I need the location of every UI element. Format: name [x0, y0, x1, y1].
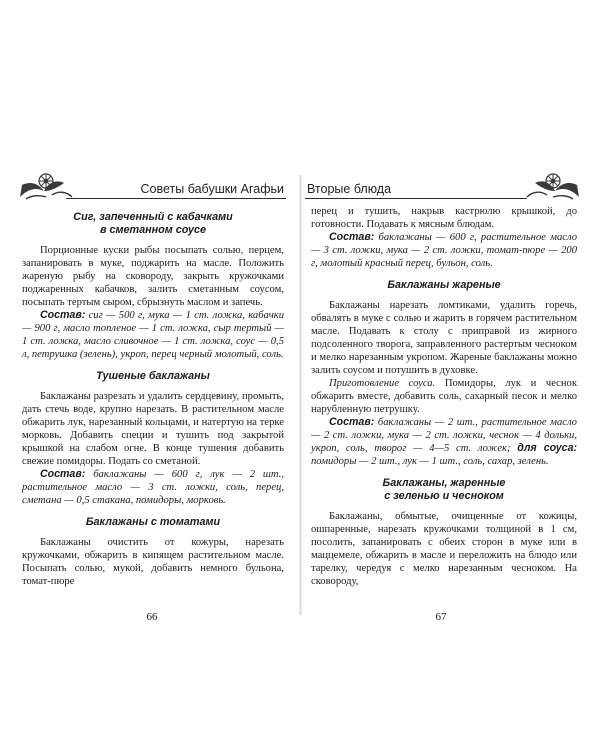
header-rule [305, 198, 527, 199]
composition-label: Состав: [40, 468, 86, 480]
left-page [18, 155, 286, 623]
header-rule [66, 198, 286, 199]
composition-label: Состав: [40, 309, 86, 321]
book-spread [18, 155, 584, 623]
page-number: 67 [435, 611, 447, 623]
recipe-composition [22, 468, 284, 507]
recipe-composition [22, 309, 284, 361]
sauce-text: Помидоры, лук и чеснок обжарить вместе, добавить соль, сахарный песок и мелко нарубленную петрушку. [311, 378, 577, 415]
right-running-header [305, 171, 577, 201]
recipe-paragraph: Баклажаны нарезать ломтиками, удалить горечь, обвалять в муке с солью и жарить в горячем растительном масле. Подавать к столу с приправой из жирного подсоленного творога, заправленного растертым чесноком и мелко нарезанным укропом. Жареные баклажаны можно залить соусом и потушить в духовке. [311, 300, 577, 376]
recipe-paragraph: перец и тушить, накрыв кастрюлю крышкой, до готовности. Подавать к мясным блюдам. [311, 206, 577, 230]
composition-label: Состав: [329, 416, 375, 428]
composition-text: баклажаны — 600 г, растительное масло — 3 ст. ложки, мука — 2 ст. ложки, томат-пюре — 200 г, молотый красный перец, бульон, соль. [311, 232, 577, 269]
recipe-paragraph: Порционные куски рыбы посыпать солью, перцем, запанировать в муке, поджарить на масле. Положить жареную рыбу на сковороду, закрыть кружочками поджаренных кабачков, залить сметанным соусом, посыпать тертым сыром, сбрызнуть маслом и запечь. [22, 245, 284, 308]
left-page-text [22, 211, 284, 588]
book-gutter [299, 175, 302, 615]
recipe-title-line: в сметанном соусе [99, 224, 207, 236]
composition-text: баклажаны — 2 шт., растительное масло — 2 ст. ложки, мука — 2 ст. ложки, чеснок — 4 дольки, укроп, соль, творог — 4—5 ст. ложек; [311, 417, 577, 454]
recipe-paragraph [311, 377, 577, 416]
sauce-composition-label: для соуса: [517, 442, 577, 454]
right-page-text [311, 205, 577, 588]
recipe-title [22, 211, 284, 237]
composition-text: сиг — 500 г, мука — 1 ст. ложка, кабачки — 900 г, масло топленое — 1 ст. ложка, сыр тертый — 1 ст. ложка, масло сливочное — 1 ст. ложка, соус — 0,5 л, петрушка (зелень), укроп, перец черный молотый, соль. [22, 310, 284, 360]
recipe-composition [311, 231, 577, 270]
running-title: Советы бабушки Агафьи [140, 182, 284, 196]
composition-text: помидоры — 2 шт., лук — 1 шт., соль, сахар, зелень. [311, 456, 549, 467]
recipe-title: Тушеные баклажаны [96, 370, 210, 382]
recipe-paragraph: Баклажаны, обмытые, очищенные от кожицы, ошпаренные, нарезать кружочками толщиной в 1 см, посолить, запанировать с обеих сторон в муке или в маццемеле, обжарить в масле и переложить на блюдо или тарелку, чередуя с мелко нарезанным чесноком. На сковороду, [311, 511, 577, 587]
recipe-title: Баклажаны с томатами [85, 516, 221, 528]
floral-ornament-icon [18, 169, 74, 201]
running-title: Вторые блюда [307, 182, 392, 196]
recipe-title [311, 477, 577, 503]
recipe-title-line: Сиг, запеченный с кабачками [73, 211, 233, 223]
floral-ornament-icon [525, 169, 581, 201]
recipe-paragraph: Баклажаны очистить от кожуры, нарезать кружочками, обжарить в кипящем растительном масле. Посыпать солью, мукой, добавить немного бульона, томат-пюре [22, 537, 284, 587]
left-running-header [18, 171, 286, 201]
recipe-composition [311, 416, 577, 468]
recipe-title: Баклажаны жареные [387, 279, 501, 291]
recipe-title-line: с зеленью и чесноком [384, 490, 504, 502]
sauce-label: Приготовление соуса. [329, 378, 436, 389]
composition-text: баклажаны — 600 г, лук — 2 шт., растительное масло — 3 ст. ложки, соль, перец, сметана — 0,5 стакана, помидоры, морковь. [22, 469, 284, 506]
composition-label: Состав: [329, 231, 375, 243]
recipe-paragraph: Баклажаны разрезать и удалить сердцевину, промыть, дать стечь воде, крупно нарезать. В растительном масле обжарить лук, нарезанный кольцами, и натертую на терке морковь. Добавить специи и тушить под закрытой крышкой на слабом огне. В конце тушения добавить свежие помидоры. Подать со сметаной. [22, 391, 284, 467]
page-number: 66 [146, 611, 158, 623]
recipe-title-line: Баклажаны, жаренные [382, 477, 506, 489]
right-page [305, 155, 577, 623]
